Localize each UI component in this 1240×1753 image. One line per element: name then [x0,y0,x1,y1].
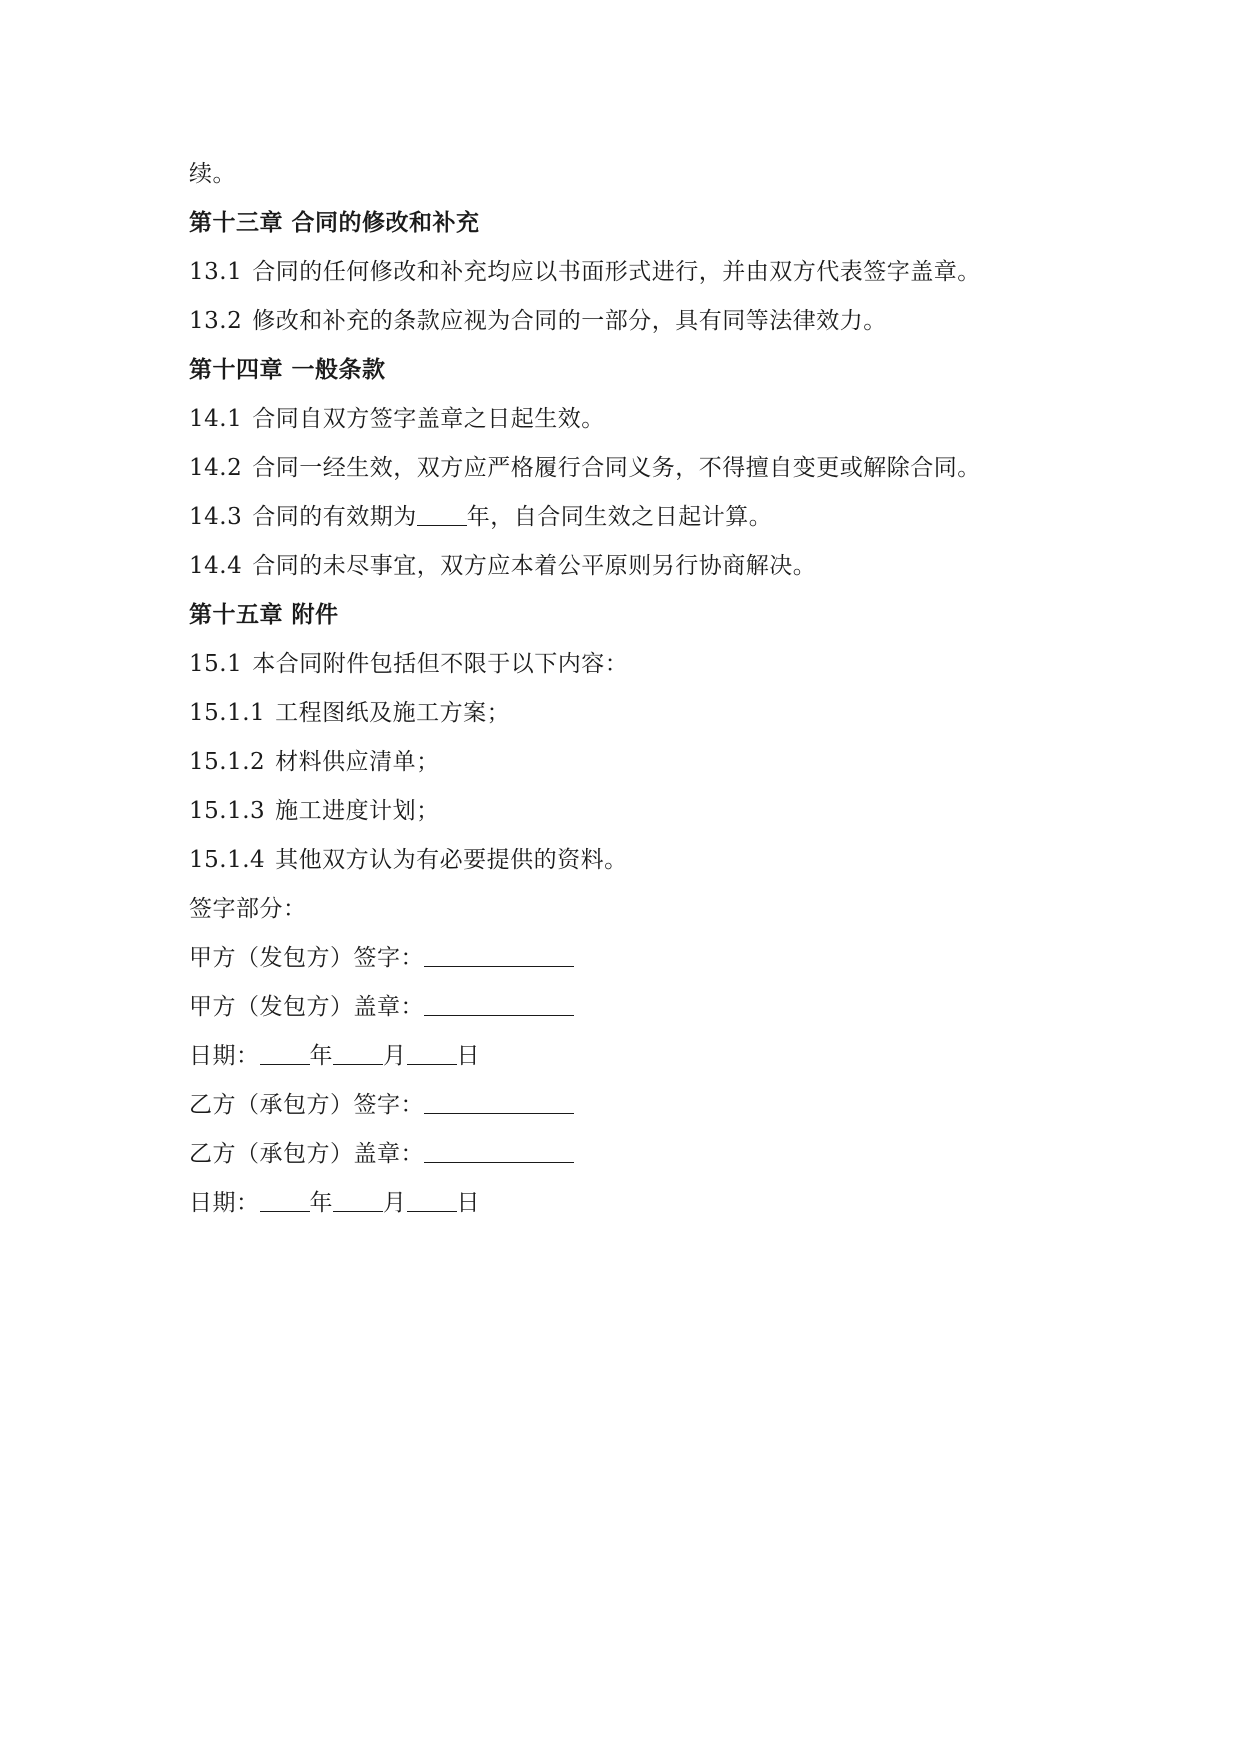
party-a-sign-label: 甲方（发包方）签字： [189,945,424,971]
clause-text: 施工进度计划； [275,798,440,824]
clause-text: 合同自双方签字盖章之日起生效。 [252,406,605,432]
clause-text: 工程图纸及施工方案； [275,700,511,726]
signature-section-title: 签字部分： [189,896,307,922]
month-blank[interactable] [333,1185,383,1212]
clause-14-1 [189,395,1069,444]
year-label: 年 [309,1190,333,1216]
party-b-sign-label: 乙方（承包方）签字： [189,1092,424,1118]
party-a-seal-blank[interactable] [424,989,574,1016]
clause-text: 合同的有效期为 [252,504,417,530]
party-a-sign-blank[interactable] [424,940,574,967]
day-label: 日 [456,1190,480,1216]
clause-number: 15.1.4 [189,847,266,873]
clause-number: 14.1 [189,406,243,432]
clause-number: 14.3 [189,504,243,530]
clause-15-1-4 [189,836,1069,885]
clause-number: 13.1 [189,259,243,285]
clause-text: 年，自合同生效之日起计算。 [466,504,773,530]
clause-number: 14.2 [189,455,243,481]
party-a-sign-row [189,934,1069,983]
continuation-text: 续。 [189,161,236,187]
party-b-seal-blank[interactable] [424,1136,574,1163]
clause-text: 其他双方认为有必要提供的资料。 [275,847,628,873]
year-label: 年 [309,1043,333,1069]
clause-text: 材料供应清单； [275,749,440,775]
chapter-13-title: 第十三章 合同的修改和补充 [189,210,480,236]
clause-14-2 [189,444,1069,493]
party-b-sign-blank[interactable] [424,1087,574,1114]
date-label: 日期： [189,1190,260,1216]
party-a-seal-label: 甲方（发包方）盖章： [189,994,424,1020]
clause-text: 合同的任何修改和补充均应以书面形式进行，并由双方代表签字盖章。 [252,259,981,285]
clause-15-1-2 [189,738,1069,787]
month-blank[interactable] [333,1038,383,1065]
clause-text: 修改和补充的条款应视为合同的一部分，具有同等法律效力。 [252,308,887,334]
clause-number: 14.4 [189,553,243,579]
party-a-date-row [189,1032,1069,1081]
party-b-seal-row [189,1130,1069,1179]
clause-15-1-3 [189,787,1069,836]
month-label: 月 [383,1190,407,1216]
year-blank[interactable] [260,1038,310,1065]
day-label: 日 [456,1043,480,1069]
clause-number: 15.1.2 [189,749,266,775]
day-blank[interactable] [407,1038,457,1065]
clause-15-1 [189,640,1069,689]
clause-14-4 [189,542,1069,591]
clause-text: 合同的未尽事宜，双方应本着公平原则另行协商解决。 [252,553,817,579]
contract-page [189,150,1069,1228]
clause-number: 13.2 [189,308,243,334]
clause-13-2 [189,297,1069,346]
validity-years-blank[interactable] [417,499,467,526]
chapter-14-title: 第十四章 一般条款 [189,357,386,383]
date-label: 日期： [189,1043,260,1069]
year-blank[interactable] [260,1185,310,1212]
clause-14-3 [189,493,1069,542]
clause-15-1-1 [189,689,1069,738]
party-a-seal-row [189,983,1069,1032]
party-b-seal-label: 乙方（承包方）盖章： [189,1141,424,1167]
clause-number: 15.1 [189,651,243,677]
party-b-date-row [189,1179,1069,1228]
clause-number: 15.1.3 [189,798,266,824]
party-b-sign-row [189,1081,1069,1130]
chapter-15-title: 第十五章 附件 [189,602,339,628]
clause-text: 合同一经生效，双方应严格履行合同义务，不得擅自变更或解除合同。 [252,455,981,481]
clause-text: 本合同附件包括但不限于以下内容： [252,651,629,677]
clause-13-1 [189,248,1069,297]
day-blank[interactable] [407,1185,457,1212]
month-label: 月 [383,1043,407,1069]
clause-number: 15.1.1 [189,700,266,726]
